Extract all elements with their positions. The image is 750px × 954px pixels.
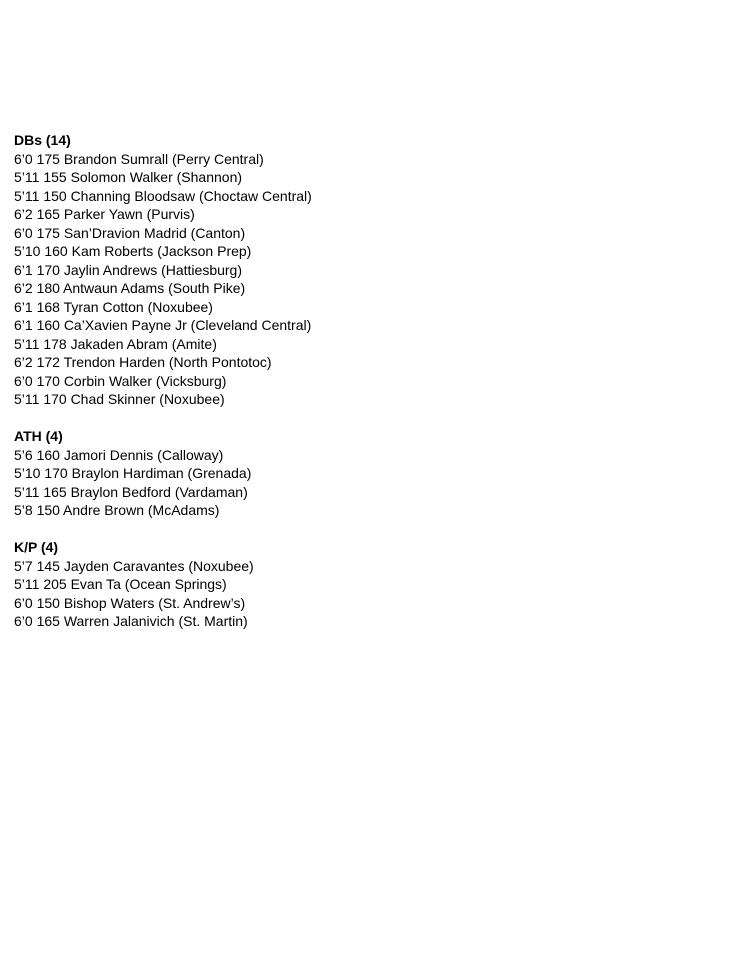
- player-line: 6’2 180 Antwaun Adams (South Pike): [14, 280, 246, 296]
- roster-document: [14, 131, 734, 649]
- player-line: 5’8 150 Andre Brown (McAdams): [14, 502, 220, 518]
- player-line: 5’7 145 Jayden Caravantes (Noxubee): [14, 557, 254, 574]
- player-line: 5’11 155 Solomon Walker (Shannon): [14, 169, 243, 185]
- player-line: 6’0 165 Warren Jalanivich (St. Martin): [14, 613, 248, 629]
- player-line: 5’11 170 Chad Skinner (Noxubee): [14, 391, 225, 407]
- player-line: 6’0 175 San’Dravion Madrid (Canton): [14, 224, 246, 241]
- player-line: 5’11 205 Evan Ta (Ocean Springs): [14, 576, 227, 592]
- player-line: 5’6 160 Jamori Dennis (Calloway): [14, 446, 224, 463]
- player-line: 6’1 168 Tyran Cotton (Noxubee): [14, 298, 213, 315]
- section-ath: [14, 427, 734, 520]
- player-line: 6’0 170 Corbin Walker (Vicksburg): [14, 372, 227, 389]
- player-line: 6’1 170 Jaylin Andrews (Hattiesburg): [14, 261, 243, 278]
- player-line: 5’10 160 Kam Roberts (Jackson Prep): [14, 243, 252, 259]
- player-line: 5’11 165 Braylon Bedford (Vardaman): [14, 483, 248, 500]
- player-line: 6’2 172 Trendon Harden (North Pontotoc): [14, 354, 272, 370]
- section-heading: K/P (4): [14, 539, 59, 555]
- player-line: 5’10 170 Braylon Hardiman (Grenada): [14, 465, 252, 481]
- player-line: 6’2 165 Parker Yawn (Purvis): [14, 206, 195, 222]
- player-line: 6’0 175 Brandon Sumrall (Perry Central): [14, 150, 264, 167]
- player-line: 5’11 178 Jakaden Abram (Amite): [14, 335, 217, 352]
- section-dbs: [14, 131, 734, 409]
- section-heading: DBs (14): [14, 132, 71, 148]
- section-heading: ATH (4): [14, 428, 63, 444]
- player-line: 5’11 150 Channing Bloodsaw (Choctaw Central): [14, 187, 312, 204]
- section-kp: [14, 538, 734, 631]
- player-line: 6’0 150 Bishop Waters (St. Andrew’s): [14, 594, 246, 611]
- player-line: 6’1 160 Ca’Xavien Payne Jr (Cleveland Central): [14, 317, 312, 333]
